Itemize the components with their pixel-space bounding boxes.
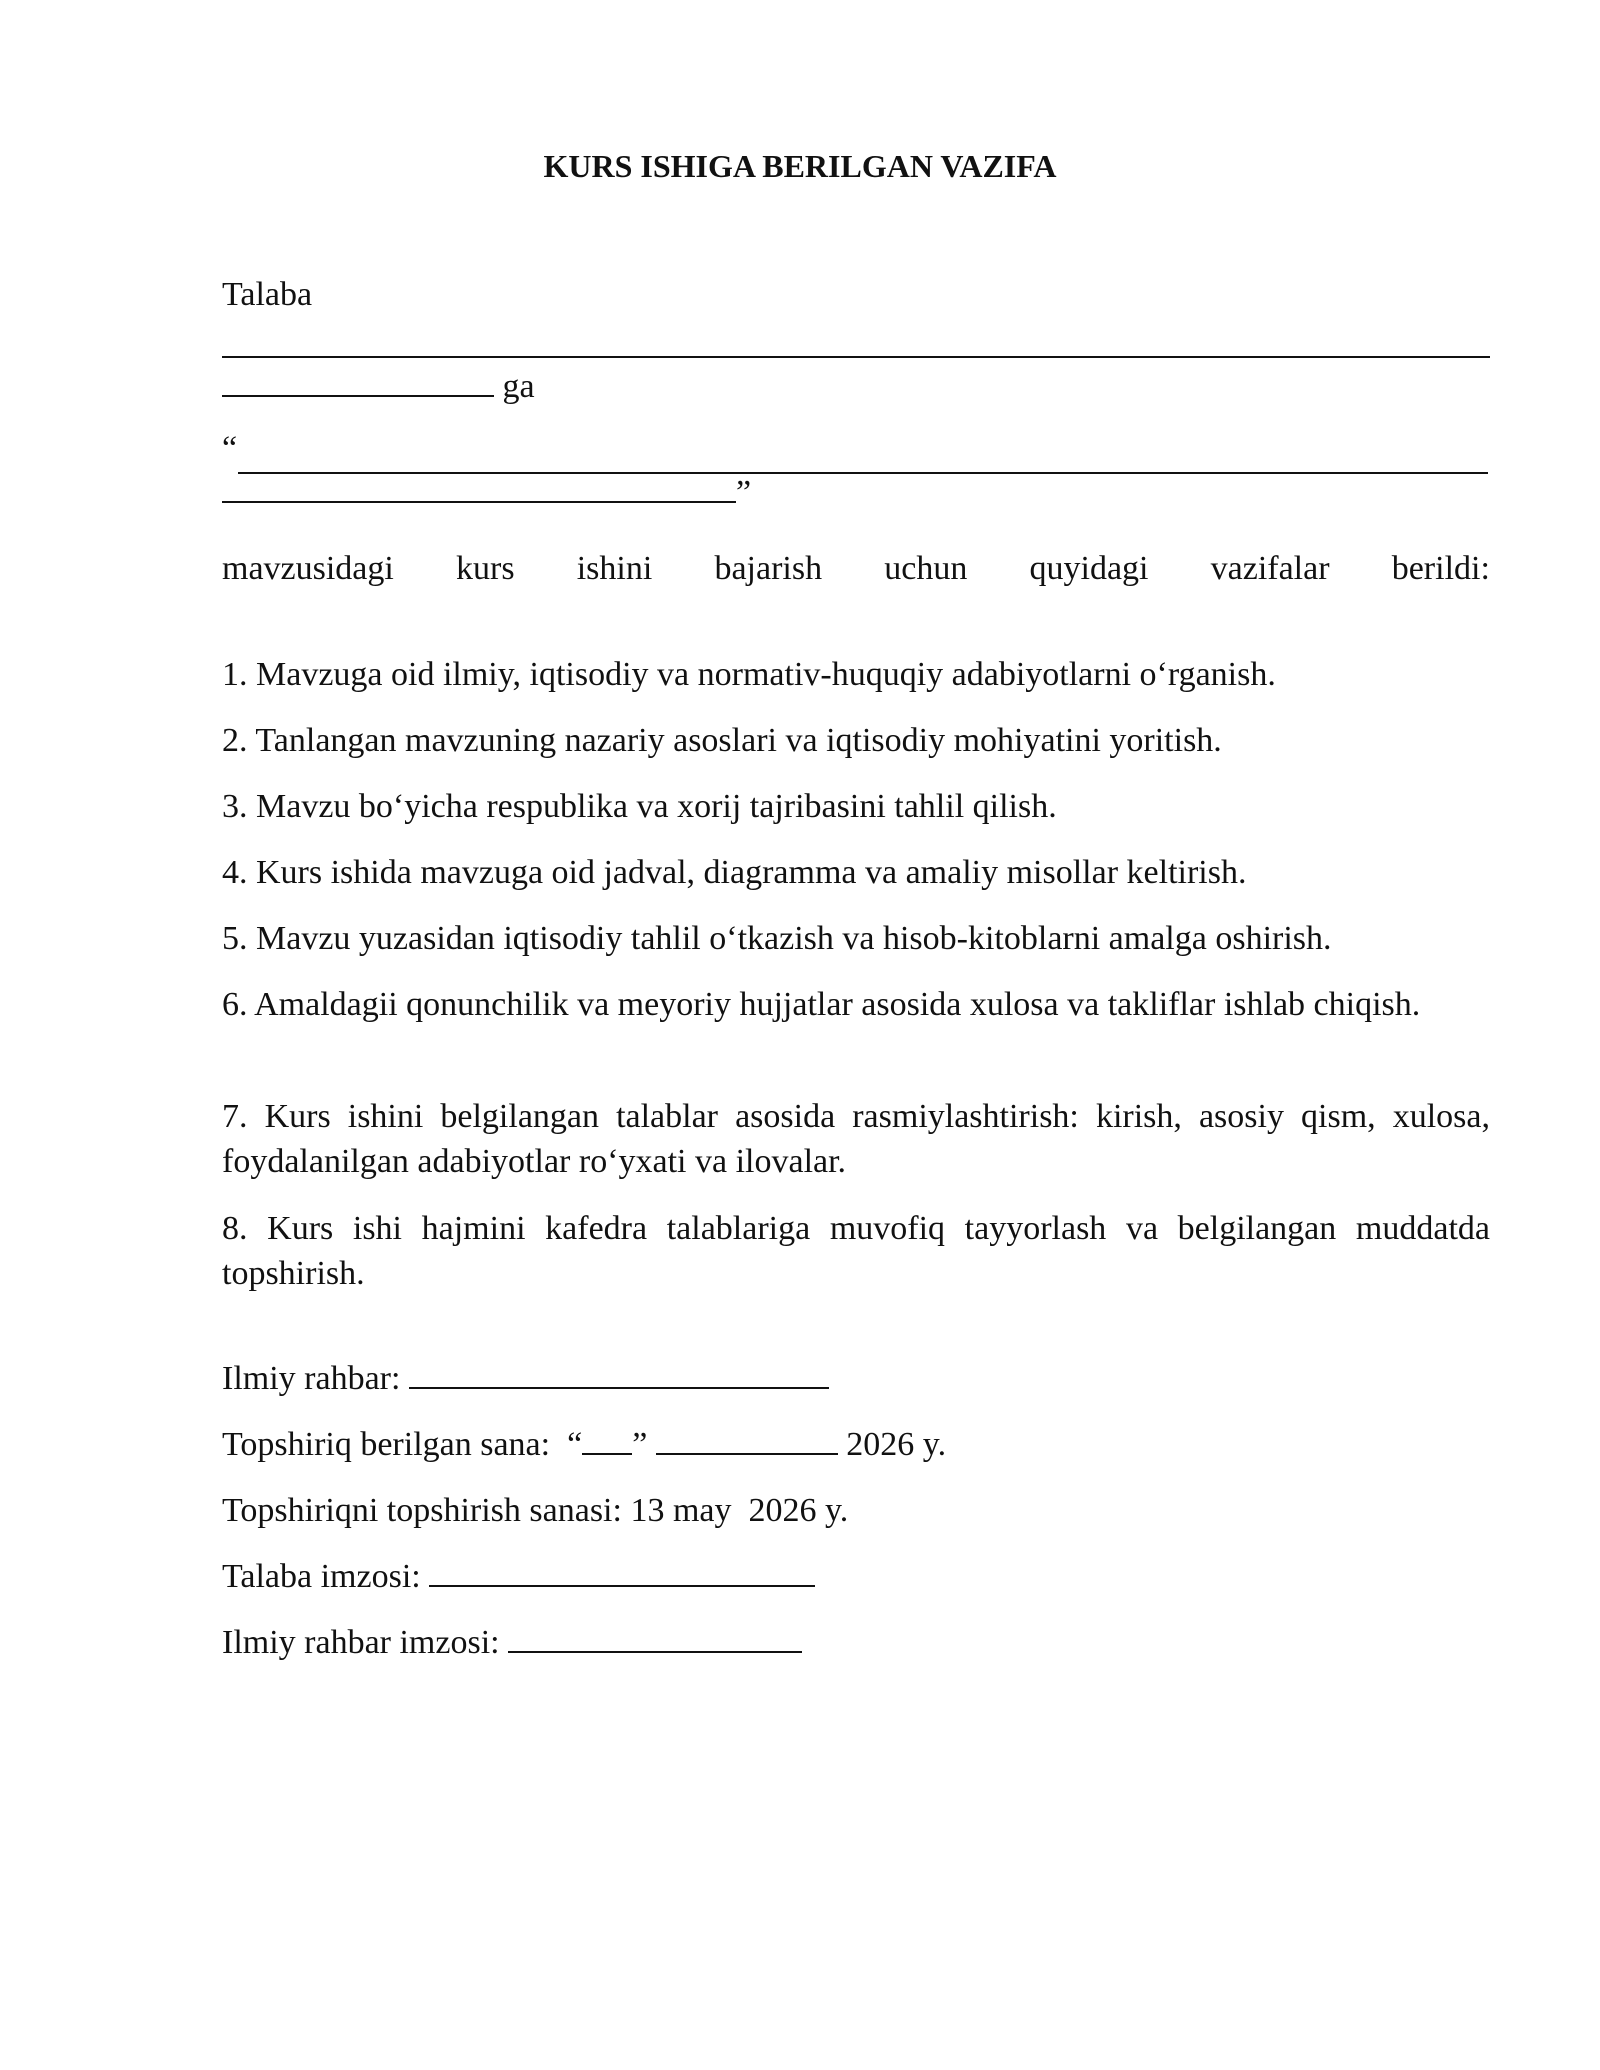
- supervisor-label: Ilmiy rahbar:: [222, 1360, 401, 1397]
- supervisor-signature-blank: [508, 1651, 802, 1653]
- supervisor-signature-label: Ilmiy rahbar imzosi:: [222, 1624, 500, 1661]
- student-name-blank: [222, 395, 494, 397]
- task-item: 5. Mavzu yuzasidan iqtisodiy tahlil o‘tkazish va hisob-kitoblarni amalga oshirish.: [222, 920, 1332, 957]
- document-title: KURS ISHIGA BERILGAN VAZIFA: [543, 148, 1057, 184]
- task-item: 1. Mavzuga oid ilmiy, iqtisodiy va normativ-huquqiy adabiyotlarni o‘rganish.: [222, 656, 1276, 693]
- topic-word: quyidagi: [1029, 550, 1149, 587]
- topic-word: ishini: [576, 550, 653, 587]
- topic-sentence: [222, 550, 1490, 588]
- topic-open-quote: “: [222, 430, 238, 467]
- student-label: Talaba: [222, 276, 313, 313]
- given-date-label: Topshiriq berilgan sana:: [222, 1426, 551, 1463]
- ga-suffix: ga: [502, 368, 535, 405]
- topic-word: berildi:: [1391, 550, 1490, 587]
- student-signature-row: [222, 1558, 815, 1596]
- due-date-row: [222, 1492, 848, 1530]
- topic-word: uchun: [884, 550, 968, 587]
- given-date-open-quote: “: [567, 1426, 583, 1463]
- topic-blank: [222, 501, 736, 503]
- given-date-close-quote: ”: [632, 1426, 648, 1463]
- topic-word: mavzusidagi: [222, 550, 394, 587]
- student-name-line: [222, 356, 1490, 358]
- task-item: 4. Kurs ishida mavzuga oid jadval, diagramma va amaliy misollar keltirish.: [222, 854, 1247, 891]
- given-date-row: [222, 1426, 946, 1464]
- student-name-line-2: [222, 368, 535, 406]
- task-item: 2. Tanlangan mavzuning nazariy asoslari va iqtisodiy mohiyatini yoritish.: [222, 722, 1222, 759]
- given-date-year: 2026 y.: [846, 1426, 947, 1463]
- task-item: 7. Kurs ishini belgilangan talablar asosida rasmiylashtirish: kirish, asosiy qism, xulosa, foydalanilgan adabiyotlar ro‘yxati va ilovalar.: [222, 1098, 1490, 1180]
- task-item: 6. Amaldagii qonunchilik va meyoriy hujjatlar asosida xulosa va takliflar ishlab chiqish.: [222, 986, 1421, 1023]
- student-signature-label: Talaba imzosi:: [222, 1558, 421, 1595]
- topic-line-2: [222, 474, 751, 512]
- supervisor-blank: [409, 1387, 829, 1389]
- due-date-label: Topshiriqni topshirish sanasi:: [222, 1492, 622, 1529]
- task-item: 8. Kurs ishi hajmini kafedra talablariga muvofiq tayyorlash va belgilangan muddatda topshirish.: [222, 1210, 1490, 1292]
- topic-word: bajarish: [714, 550, 823, 587]
- due-date-value: 13 may 2026 y.: [630, 1492, 849, 1529]
- topic-word: kurs: [456, 550, 515, 587]
- supervisor-signature-row: [222, 1624, 802, 1662]
- student-signature-blank: [429, 1585, 815, 1587]
- topic-close-quote: ”: [736, 474, 752, 511]
- given-date-day-blank: [582, 1453, 632, 1455]
- task-item: 3. Mavzu bo‘yicha respublika va xorij tajribasini tahlil qilish.: [222, 788, 1057, 825]
- given-date-month-blank: [656, 1453, 838, 1455]
- topic-word: vazifalar: [1210, 550, 1330, 587]
- supervisor-row: [222, 1360, 829, 1398]
